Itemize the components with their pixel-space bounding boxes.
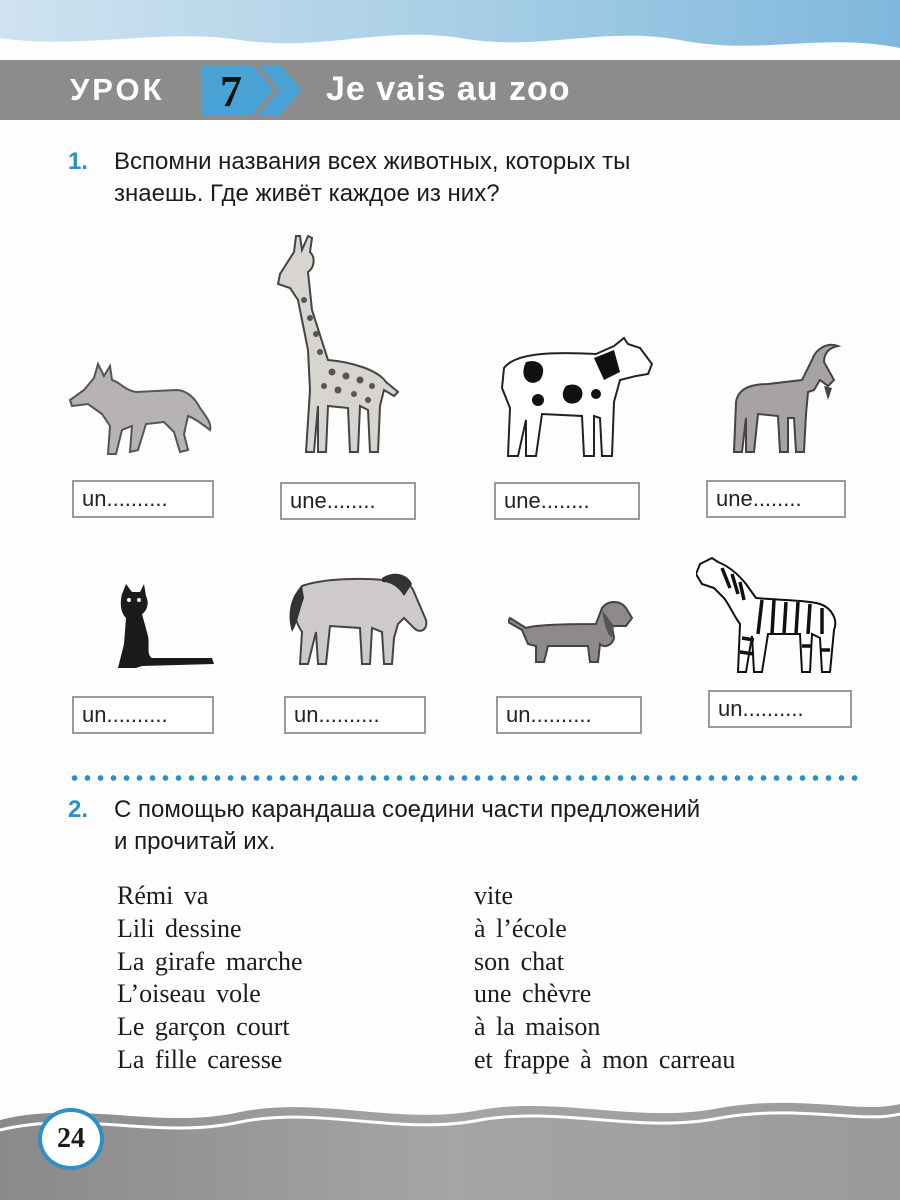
answer-box-horse[interactable]: un.......... <box>284 696 426 734</box>
sentence-start-5[interactable]: Le garçon court <box>117 1012 290 1041</box>
top-wave-decoration <box>0 0 900 60</box>
answer-box-dog[interactable]: un.......... <box>496 696 642 734</box>
lesson-label: УРОК <box>70 72 165 107</box>
page-number: 24 <box>38 1108 104 1170</box>
task-2-line-2: и прочитай их. <box>114 828 276 855</box>
task-2-line-1: С помощью карандаша соедини части предложений <box>114 796 701 823</box>
goat-icon <box>728 340 844 456</box>
sentence-end-3[interactable]: son chat <box>474 947 564 976</box>
cow-icon <box>496 328 658 460</box>
sentence-end-2[interactable]: à l’école <box>474 914 567 943</box>
bottom-wave-decoration <box>0 1090 900 1200</box>
answer-box-giraffe[interactable]: une........ <box>280 482 416 520</box>
answer-box-zebra[interactable]: un.......... <box>708 690 852 728</box>
horse-icon <box>284 568 432 668</box>
wolf-icon <box>66 360 214 460</box>
sentence-end-6[interactable]: et frappe à mon carreau <box>474 1045 736 1074</box>
lesson-title: Je vais au zoo <box>326 70 571 108</box>
sentence-start-3[interactable]: La girafe marche <box>117 947 303 976</box>
task-1-number: 1. <box>68 148 89 175</box>
zebra-icon <box>696 554 848 678</box>
giraffe-icon <box>268 230 408 458</box>
sentence-start-1[interactable]: Rémi va <box>117 881 209 910</box>
sentence-start-2[interactable]: Lili dessine <box>117 914 242 943</box>
answer-box-goat[interactable]: une........ <box>706 480 846 518</box>
lesson-number: 7 <box>220 67 242 116</box>
task-1-line-1: Вспомни названия всех животных, которых ты <box>114 148 631 175</box>
answer-box-wolf[interactable]: un.......... <box>72 480 214 518</box>
task-2-number: 2. <box>68 796 89 823</box>
sentence-end-4[interactable]: une chèvre <box>474 979 592 1008</box>
task-1-line-2: знаешь. Где живёт каждое из них? <box>114 180 500 207</box>
answer-box-cow[interactable]: une........ <box>494 482 640 520</box>
sentence-start-6[interactable]: La fille caresse <box>117 1045 283 1074</box>
dog-icon <box>508 598 634 670</box>
cat-icon <box>112 584 216 670</box>
sentence-start-4[interactable]: L’oiseau vole <box>117 979 261 1008</box>
sentence-end-5[interactable]: à la maison <box>474 1012 601 1041</box>
section-divider-dots <box>68 774 858 782</box>
answer-box-cat[interactable]: un.......... <box>72 696 214 734</box>
sentence-end-1[interactable]: vite <box>474 881 513 910</box>
